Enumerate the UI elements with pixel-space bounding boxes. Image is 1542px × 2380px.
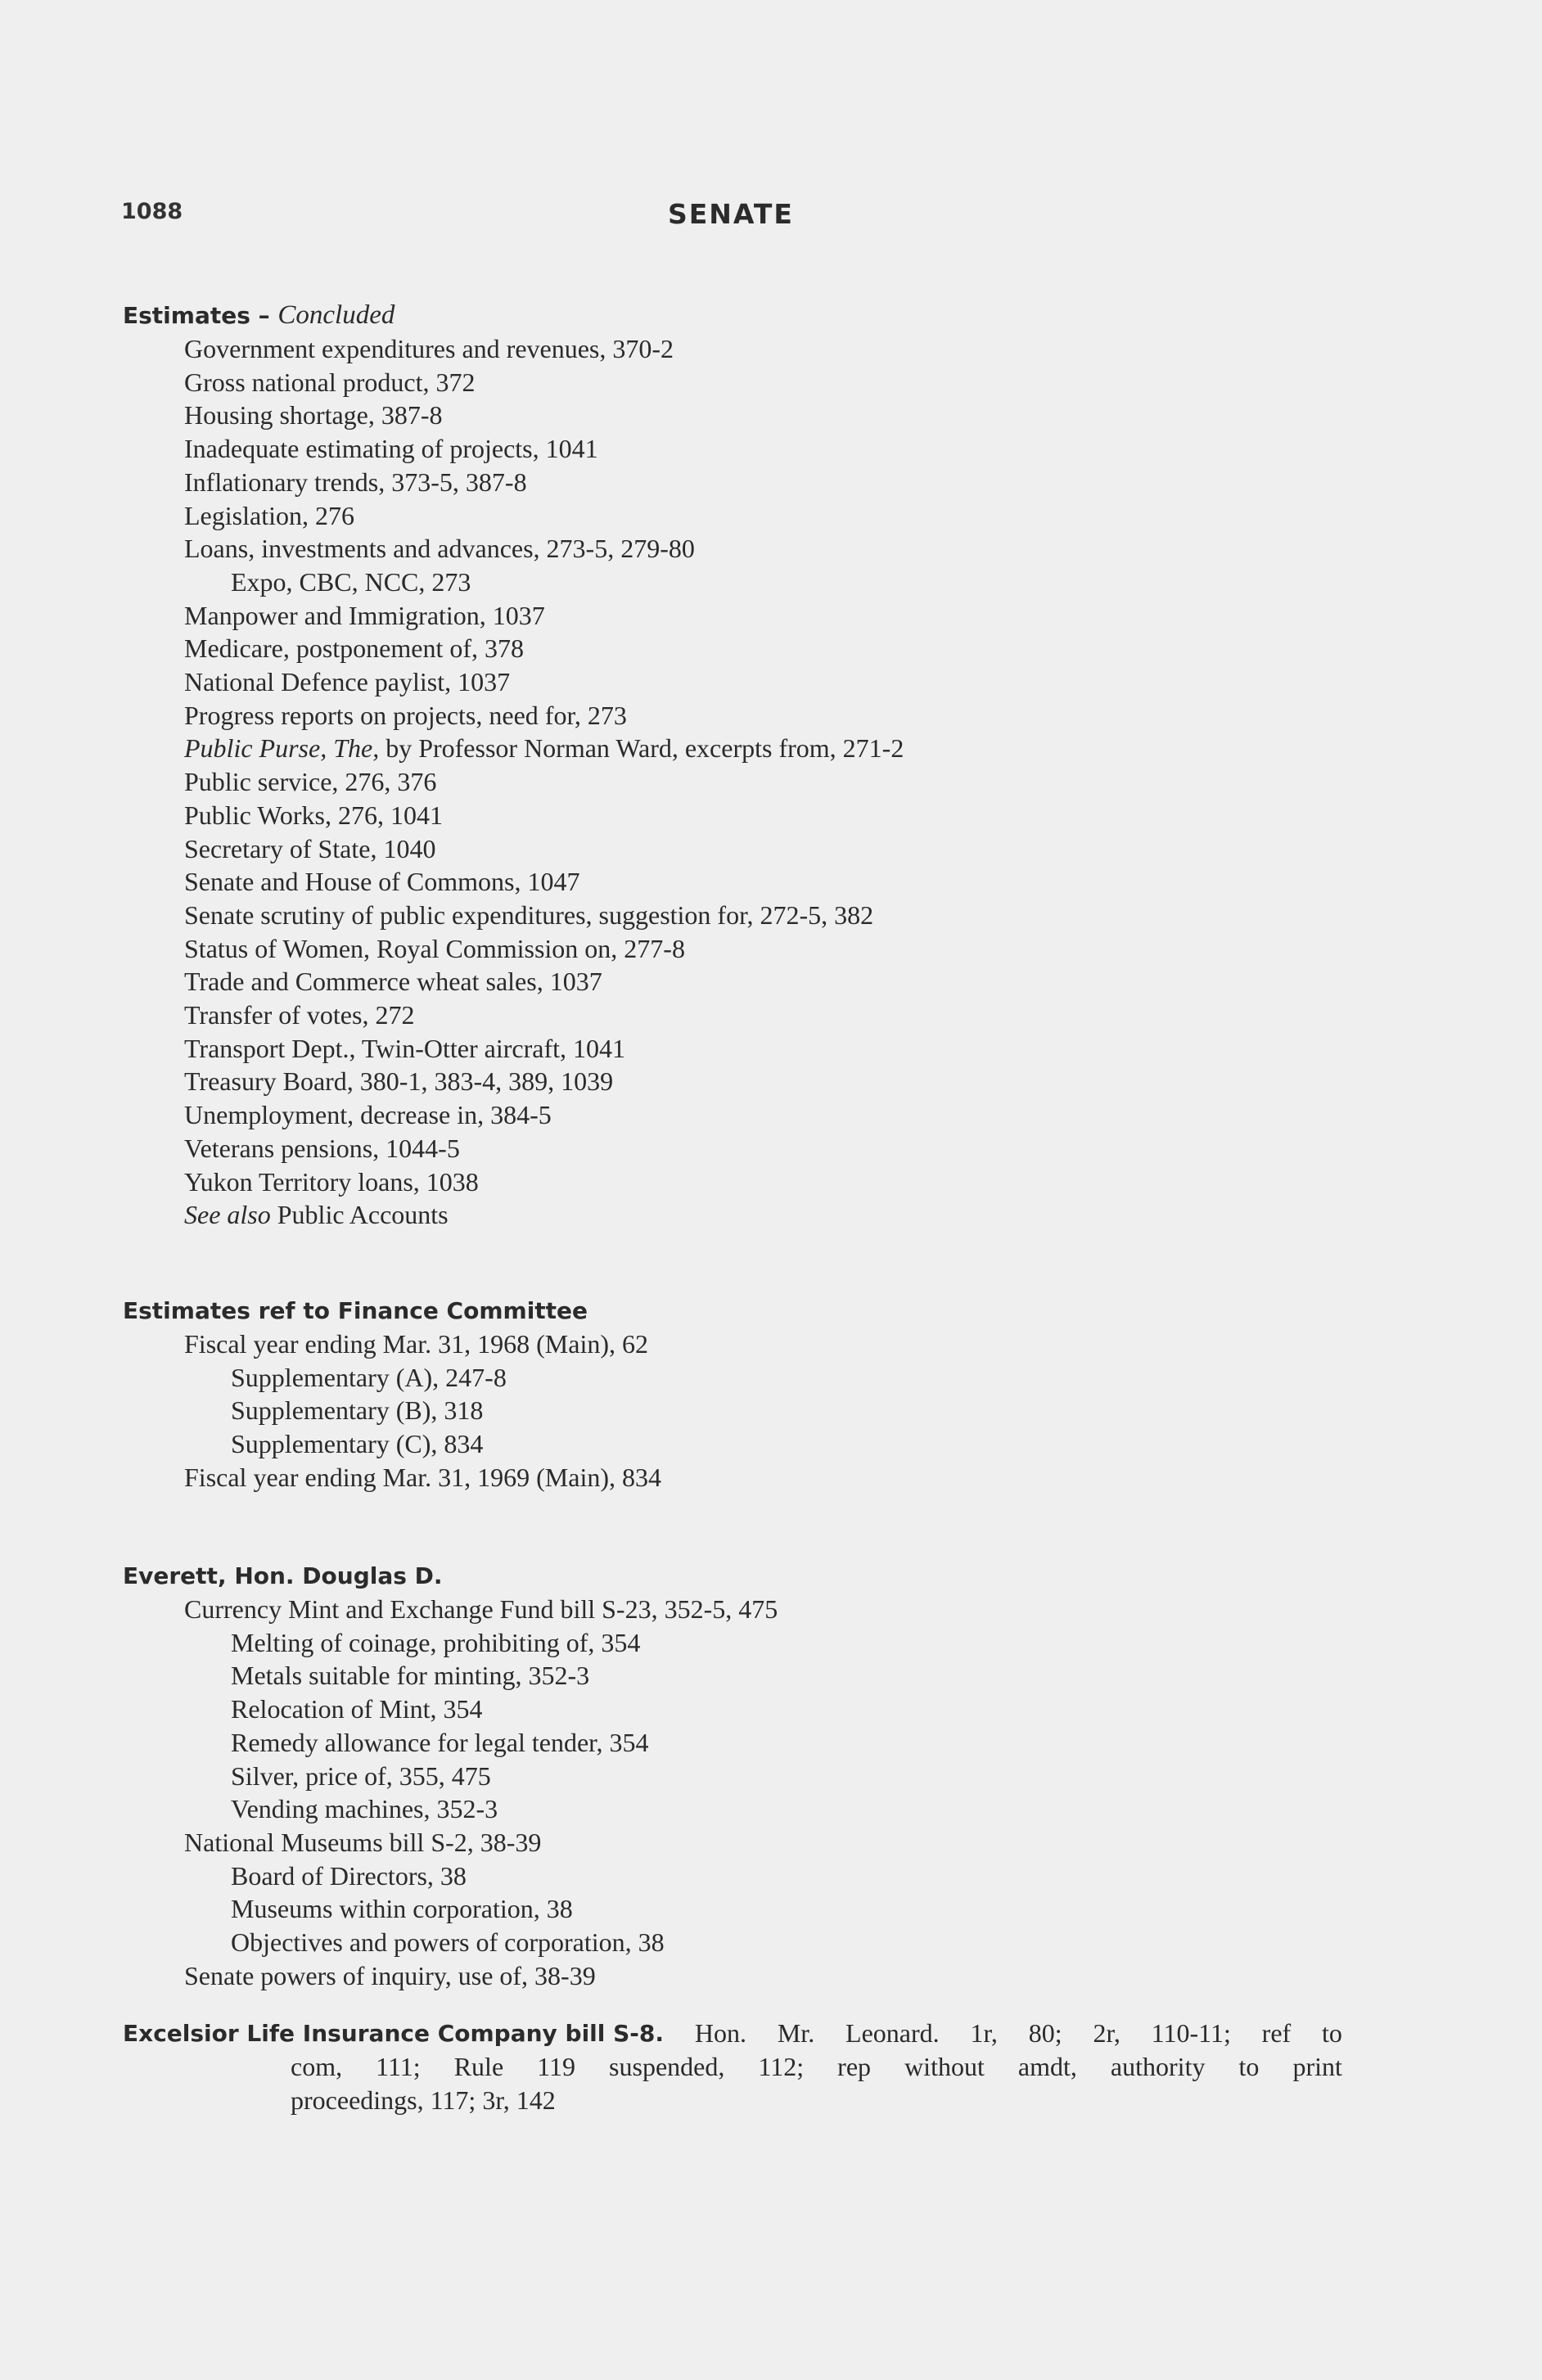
entry-heading: Everett, Hon. Douglas D. — [123, 1562, 443, 1589]
subentry: National Museums bill S-2, 38-39 — [184, 1827, 542, 1857]
subentry: Government expenditures and revenues, 370-2 — [184, 334, 674, 363]
subentry: Housing shortage, 387-8 — [184, 400, 443, 430]
index-entry-estimates-ref-finance — [123, 1295, 661, 1494]
entry-first-line: Excelsior Life Insurance Company bill S-8. Hon. Mr. Leonard. 1r, 80; 2r, 110-11; ref to — [123, 2017, 1342, 2050]
subentry: Fiscal year ending Mar. 31, 1969 (Main), 834 — [184, 1462, 661, 1492]
sub-subentry: Metals suitable for minting, 352-3 — [231, 1661, 590, 1691]
subentry: Currency Mint and Exchange Fund bill S-23, 352-5, 475 — [184, 1594, 778, 1624]
index-entry-everett — [123, 1560, 778, 1992]
entry-continuation-line: proceedings, 117; 3r, 142 — [291, 2085, 556, 2115]
sub-subentry: Vending machines, 352-3 — [231, 1794, 498, 1824]
sub-subentry: Melting of coinage, prohibiting of, 354 — [231, 1627, 641, 1657]
sub-subentry: Expo, CBC, NCC, 273 — [231, 566, 471, 597]
subentry: Manpower and Immigration, 1037 — [184, 600, 545, 630]
subentry: Medicare, postponement of, 378 — [184, 633, 524, 664]
see-also-reference: See also Public Accounts — [184, 1200, 449, 1230]
subentry: Senate and House of Commons, 1047 — [184, 867, 580, 897]
sub-subentry: Supplementary (C), 834 — [231, 1429, 484, 1459]
subentry: Yukon Territory loans, 1038 — [184, 1166, 479, 1197]
subentry: Transport Dept., Twin-Otter aircraft, 1041 — [184, 1033, 625, 1063]
sub-subentry: Supplementary (B), 318 — [231, 1395, 484, 1426]
subentry: Inflationary trends, 373-5, 387-8 — [184, 467, 527, 497]
subentry: Trade and Commerce wheat sales, 1037 — [184, 967, 602, 997]
subentry: Inadequate estimating of projects, 1041 — [184, 434, 598, 464]
subentry: Public Purse, The, by Professor Norman Ward, excerpts from, 271-2 — [184, 733, 904, 764]
sub-subentry: Silver, price of, 355, 475 — [231, 1760, 491, 1791]
sub-subentry: Relocation of Mint, 354 — [231, 1694, 483, 1724]
sub-subentry: Objectives and powers of corporation, 38 — [231, 1927, 665, 1958]
subentry: Treasury Board, 380-1, 383-4, 389, 1039 — [184, 1066, 614, 1097]
sub-subentry: Supplementary (A), 247-8 — [231, 1362, 507, 1392]
subentry: National Defence paylist, 1037 — [184, 667, 511, 697]
subentry: Transfer of votes, 272 — [184, 1000, 415, 1030]
subentry: Senate powers of inquiry, use of, 38-39 — [184, 1960, 596, 1990]
page-number: 1088 — [121, 199, 183, 224]
entry-heading: Estimates – Concluded — [123, 300, 395, 330]
subentry: Secretary of State, 1040 — [184, 833, 436, 863]
subentry: Veterans pensions, 1044-5 — [184, 1133, 460, 1163]
index-entry-estimates-concluded — [123, 299, 904, 1232]
index-entry-excelsior — [123, 2017, 1342, 2117]
sub-subentry: Board of Directors, 38 — [231, 1860, 467, 1891]
subentry: Public Works, 276, 1041 — [184, 800, 443, 830]
entry-heading: Excelsior Life Insurance Company bill S-8. — [123, 2020, 665, 2047]
entry-heading: Estimates ref to Finance Committee — [123, 1297, 588, 1324]
entry-continuation-line: com, 111; Rule 119 suspended, 112; rep without amdt, authority to print — [291, 2052, 1342, 2081]
sub-subentry: Remedy allowance for legal tender, 354 — [231, 1727, 649, 1757]
page-title: SENATE — [668, 198, 794, 230]
subentry: Loans, investments and advances, 273-5, 279-80 — [184, 534, 695, 564]
subentry: Legislation, 276 — [184, 500, 354, 530]
subentry: Progress reports on projects, need for, 273 — [184, 700, 627, 730]
subentry: Senate scrutiny of public expenditures, suggestion for, 272-5, 382 — [184, 899, 874, 930]
subentry: Public service, 276, 376 — [184, 767, 437, 797]
sub-subentry: Museums within corporation, 38 — [231, 1894, 573, 1924]
subentry: Fiscal year ending Mar. 31, 1968 (Main), 62 — [184, 1329, 648, 1359]
subentry: Unemployment, decrease in, 384-5 — [184, 1100, 552, 1130]
publication-title: Public Purse, The, — [184, 733, 380, 764]
subentry: Gross national product, 372 — [184, 367, 476, 397]
subentry: Status of Women, Royal Commission on, 277-8 — [184, 933, 685, 963]
